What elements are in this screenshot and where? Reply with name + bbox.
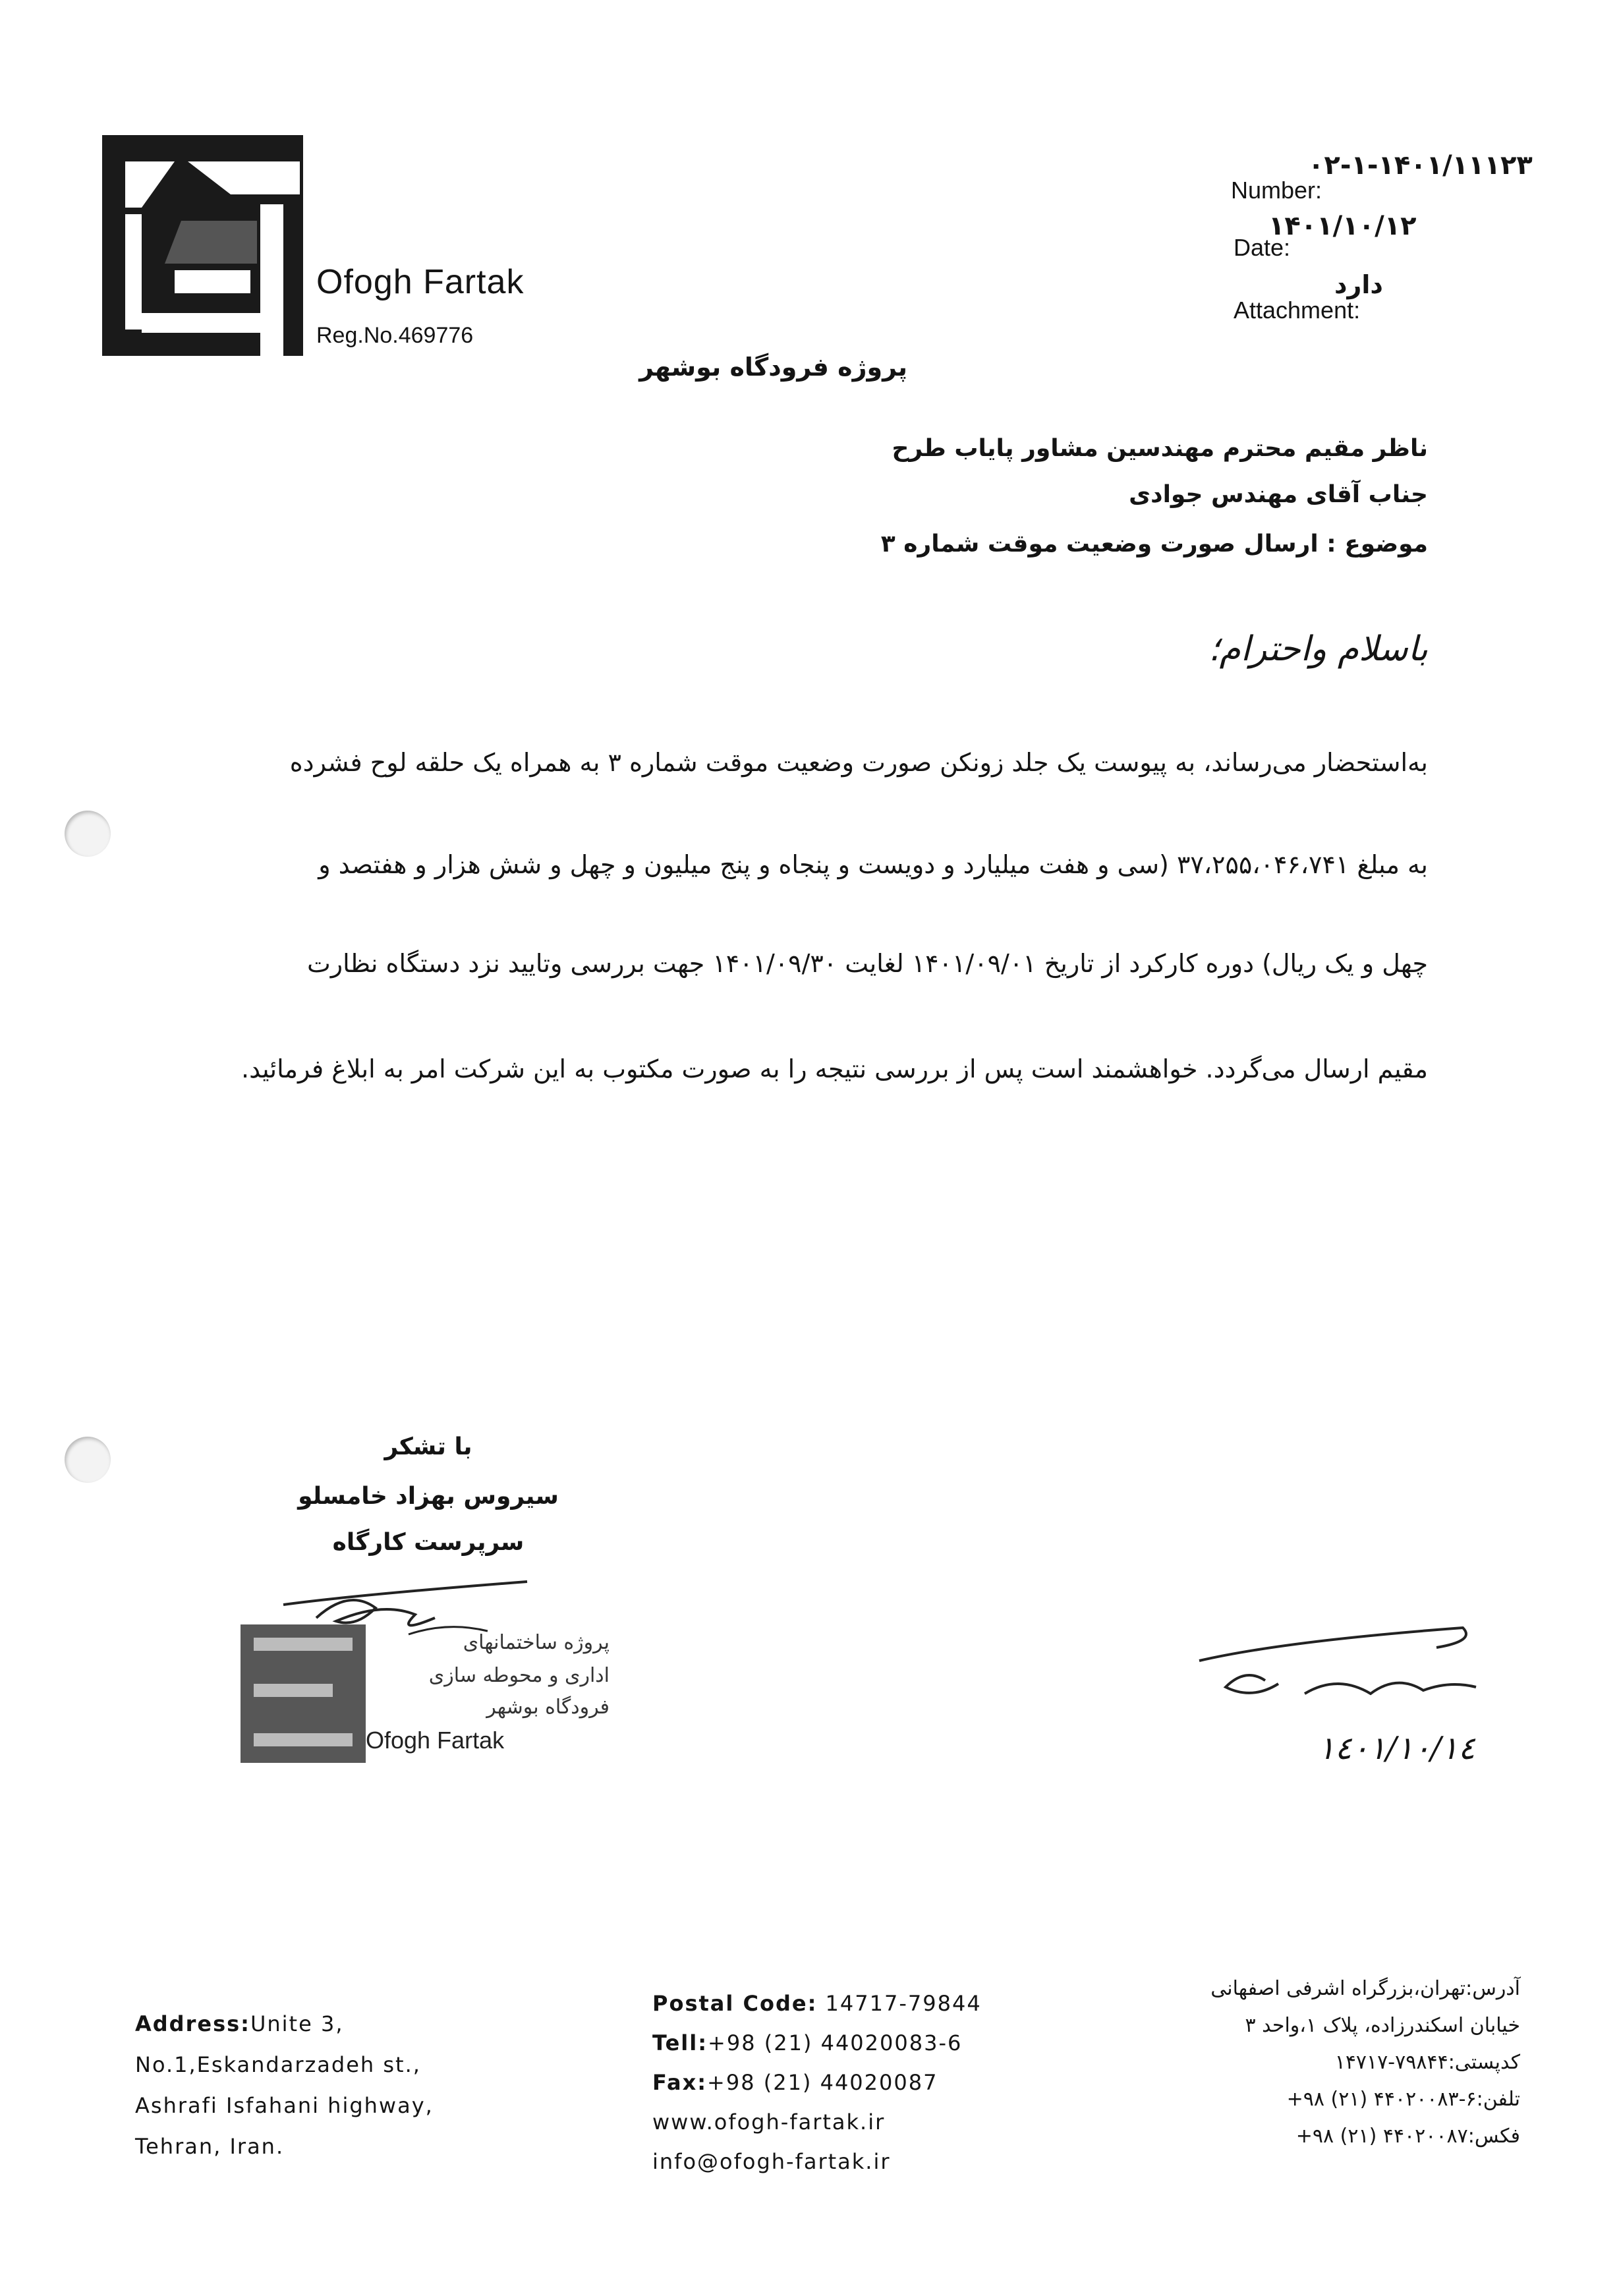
attachment-value: دارد bbox=[1334, 270, 1383, 299]
signer-name: سیروس بهزاد خامسلو bbox=[298, 1483, 559, 1510]
stamp-brand: Ofogh Fartak bbox=[366, 1727, 505, 1754]
address-fa-line: فکس:۴۴۰۲۰۰۸۷ (۲۱) ۹۸+ bbox=[1295, 2125, 1520, 2148]
number-value: ۰۲-۱-۱۴۰۱/۱۱۱۲۳ bbox=[1308, 150, 1533, 181]
signer-title: سرپرست کارگاه bbox=[332, 1529, 525, 1556]
footer-address-fa bbox=[1210, 1970, 1520, 2155]
fax-label: Fax: bbox=[652, 2070, 708, 2095]
company-logo bbox=[102, 135, 303, 356]
address-line: Unite 3, bbox=[250, 2011, 344, 2036]
hole-punch bbox=[65, 811, 111, 857]
website-link[interactable]: www.ofogh-fartak.ir bbox=[652, 2109, 886, 2135]
tel-value: +98 (21) 44020083-6 bbox=[708, 2030, 963, 2055]
registration-number: Reg.No.469776 bbox=[316, 323, 474, 348]
recipient: ناظر مقیم محترم مهندسین مشاور پایاب طرح bbox=[892, 435, 1428, 462]
attachment-label: Attachment: bbox=[1234, 297, 1361, 324]
number-label: Number: bbox=[1231, 177, 1322, 204]
address-line: Tehran, Iran. bbox=[135, 2134, 285, 2159]
postal-code-label: Postal Code: bbox=[652, 1991, 818, 2016]
received-handwriting bbox=[1186, 1601, 1502, 1720]
stamp-line: فرودگاه بوشهر bbox=[486, 1696, 610, 1719]
date-value: ۱۴۰۱/۱۰/۱۲ bbox=[1268, 211, 1417, 241]
greeting: باسلام واحترام؛ bbox=[1208, 629, 1428, 669]
received-date: ۱٤۰۱/۱۰/۱٤ bbox=[1318, 1730, 1475, 1767]
tel-label: Tell: bbox=[652, 2030, 708, 2055]
address-fa-line: آدرس:تهران،بزرگراه اشرفی اصفهانی bbox=[1210, 1977, 1520, 2000]
address-line: No.1,Eskandarzadeh st., bbox=[135, 2052, 421, 2077]
brand-name: Ofogh Fartak bbox=[316, 263, 525, 301]
email-link[interactable]: info@ofogh-fartak.ir bbox=[652, 2149, 891, 2174]
body-line: به مبلغ ۳۷،۲۵۵،۰۴۶،۷۴۱ (سی و هفت میلیارد و دویست و پنجاه و پنج میلیون و چهل و شش هزار و هفتصد و bbox=[318, 850, 1428, 879]
footer-contact bbox=[652, 1984, 982, 2181]
body-line: چهل و یک ریال) دوره کارکرد از تاریخ ۱۴۰۱/۰۹/۰۱ لغایت ۱۴۰۱/۰۹/۳۰ جهت بررسی وتایید نزد دستگاه نظارت bbox=[307, 949, 1428, 978]
address-fa-line: تلفن:۶-۴۴۰۲۰۰۸۳ (۲۱) ۹۸+ bbox=[1286, 2088, 1520, 2111]
date-label: Date: bbox=[1234, 234, 1291, 261]
address-fa-line: کدپستی:۷۹۸۴۴-۱۴۷۱۷ bbox=[1334, 2051, 1520, 2074]
stamp-logo-icon bbox=[241, 1624, 366, 1763]
address-line: Ashrafi Isfahani highway, bbox=[135, 2093, 434, 2118]
company-stamp bbox=[241, 1624, 610, 1763]
address-fa-line: خیابان اسکندرزاده، پلاک ۱،واحد ۳ bbox=[1245, 2014, 1520, 2037]
project-title: پروژه فرودگاه بوشهر bbox=[639, 353, 907, 382]
subject-line: موضوع : ارسال صورت وضعیت موقت شماره ۳ bbox=[880, 531, 1428, 558]
stamp-line: اداری و محوطه سازی bbox=[428, 1664, 610, 1687]
addressee-name: جناب آقای مهندس جوادی bbox=[1129, 481, 1428, 508]
postal-code-value: 14717-79844 bbox=[817, 1991, 982, 2016]
address-label: Address: bbox=[135, 2011, 250, 2036]
fax-value: +98 (21) 44020087 bbox=[707, 2070, 938, 2095]
body-line: مقیم ارسال می‌گردد. خواهشمند است پس از بررسی نتیجه را به صورت مکتوب به این شرکت امر به ابلاغ فرمائید. bbox=[241, 1054, 1428, 1083]
footer-address-en bbox=[135, 2003, 434, 2167]
stamp-line: پروژه ساختمانهای bbox=[463, 1631, 610, 1654]
closing: با تشکر bbox=[384, 1433, 472, 1460]
body-line: به‌استحضار می‌رساند، به پیوست یک جلد زونکن صورت وضعیت موقت شماره ۳ به همراه یک حلقه لوح فشرده bbox=[289, 748, 1428, 777]
hole-punch bbox=[65, 1437, 111, 1483]
